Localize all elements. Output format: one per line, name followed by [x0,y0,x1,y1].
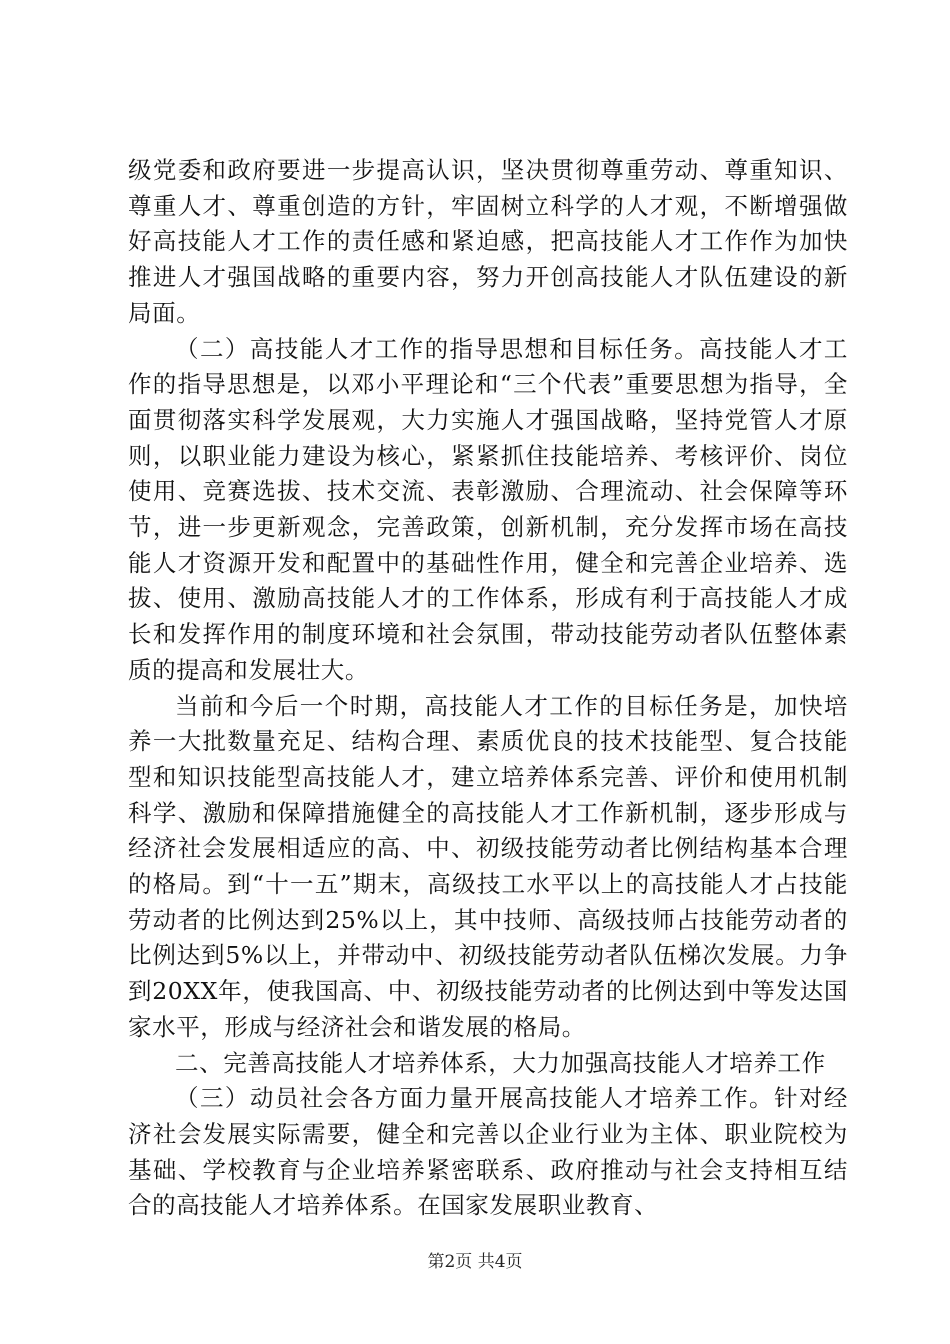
document-body [128,153,848,1224]
paragraph-3: 当前和今后一个时期，高技能人才工作的目标任务是，加快培养一大批数量充足、结构合理、素质优良的技术技能型、复合技能型和知识技能型高技能人才，建立培养体系完善、评价和使用机制科学、激励和保障措施健全的高技能人才工作新机制，逐步形成与经济社会发展相适应的高、中、初级技能劳动者比例结构基本合理的格局。到“十一五”期末，高级技工水平以上的高技能人才占技能劳动者的比例达到25%以上，其中技师、高级技师占技能劳动者的比例达到5%以上，并带动中、初级技能劳动者队伍梯次发展。力争到20XX年，使我国高、中、初级技能劳动者的比例达到中等发达国家水平，形成与经济社会和谐发展的格局。 [128,691,848,1041]
page-number-label: 第2页 共4页 [427,1252,523,1272]
page-footer [0,1247,950,1272]
paragraph-2: （二）高技能人才工作的指导思想和目标任务。高技能人才工作的指导思想是，以邓小平理论和“三个代表”重要思想为指导，全面贯彻落实科学发展观，大力实施人才强国战略，坚持党管人才原则，以职业能力建设为核心，紧紧抓住技能培养、考核评价、岗位使用、竞赛选拔、技术交流、表彰激励、合理流动、社会保障等环节，进一步更新观念，完善政策，创新机制，充分发挥市场在高技能人才资源开发和配置中的基础性作用，健全和完善企业培养、选拔、使用、激励高技能人才的工作体系，形成有利于高技能人才成长和发挥作用的制度环境和社会氛围，带动技能劳动者队伍整体素质的提高和发展壮大。 [128,334,848,684]
section-heading-2: 二、完善高技能人才培养体系，大力加强高技能人才培养工作 [175,1048,826,1077]
paragraph-1: 级党委和政府要进一步提高认识，坚决贯彻尊重劳动、尊重知识、尊重人才、尊重创造的方针，牢固树立科学的人才观，不断增强做好高技能人才工作的责任感和紧迫感，把高技能人才工作作为加快推进人才强国战略的重要内容，努力开创高技能人才队伍建设的新局面。 [128,156,848,327]
paragraph-4: （三）动员社会各方面力量开展高技能人才培养工作。针对经济社会发展实际需要，健全和完善以企业行业为主体、职业院校为基础、学校教育与企业培养紧密联系、政府推动与社会支持相互结合的高技能人才培养体系。在国家发展职业教育、 [128,1084,848,1220]
